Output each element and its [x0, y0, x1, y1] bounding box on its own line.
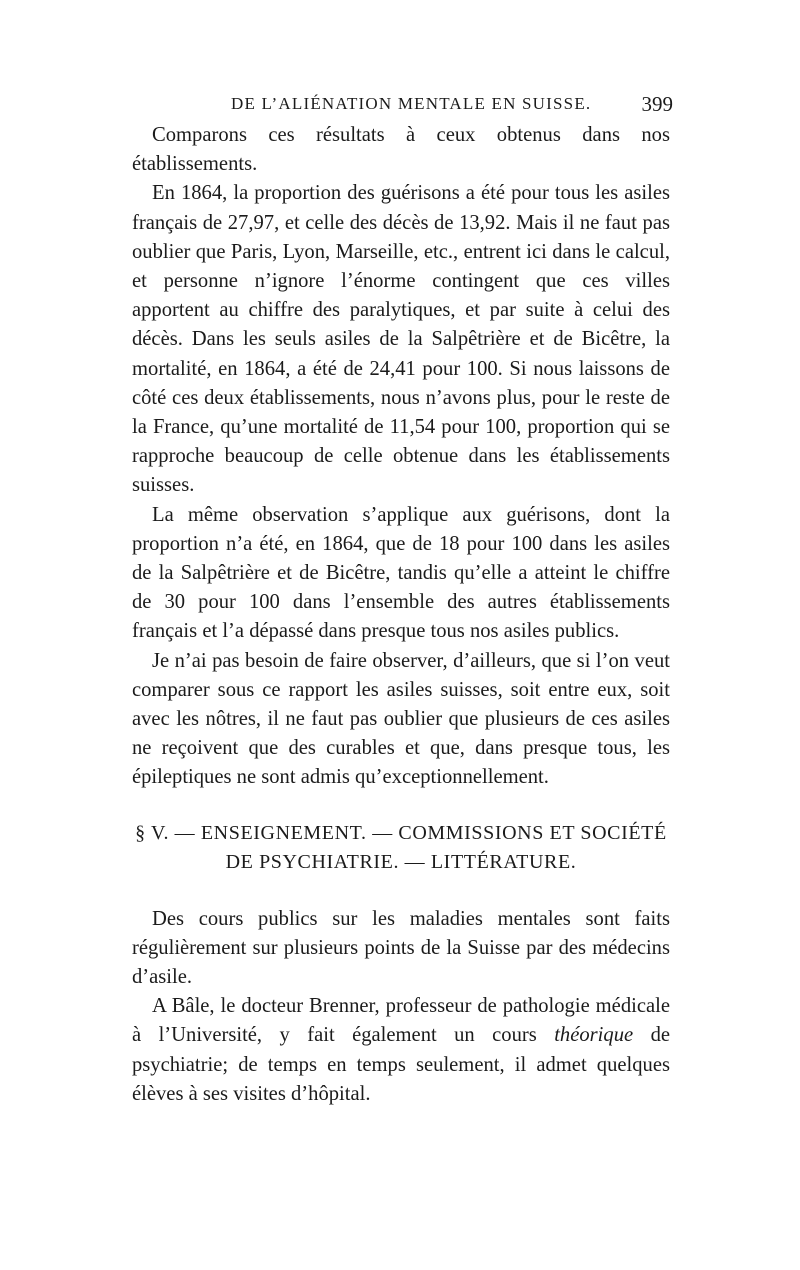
paragraph: La même observation s’applique aux guérisons, dont la proportion n’a été, en 1864, que de 18 pour 100 dans les asiles de la Salpêtrière et de Bicêtre, tandis qu’elle a atteint le chiffre de 30 pour 100 dans l’ensemble des autres établissements français et l’a dépassé dans presque tous nos asiles publics.: [132, 503, 670, 643]
paragraph-text-end: de psychiatrie; de temps en temps seulement, il admet quelques élèves à ses visites d’hôpital.: [132, 1024, 671, 1105]
body-text: [132, 121, 670, 1109]
italic-word: théorique: [554, 1024, 634, 1047]
section-heading-line-2: DE PSYCHIATRIE. — LITTÉRATURE.: [225, 850, 577, 873]
page-number: 399: [641, 92, 673, 116]
section-heading: [132, 819, 670, 877]
paragraph: Je n’ai pas besoin de faire observer, d’ailleurs, que si l’on veut comparer sous ce rapport les asiles suisses, soit entre eux, soit avec les nôtres, il ne faut pas oublier que plusieurs de ces asiles ne reçoivent que des curables et que, dans presque tous, les épileptiques ne sont admis qu’exceptionnellement.: [132, 649, 670, 789]
paragraph-with-italic: [132, 992, 670, 1109]
running-head: [133, 94, 673, 118]
paragraph: Comparons ces résultats à ceux obtenus dans nos établissements.: [132, 124, 670, 176]
paragraph-text-start: A Bâle, le docteur Brenner, professeur de pathologie médicale à l’Université, y fait également un cours: [132, 995, 670, 1047]
running-title: DE L’ALIÉNATION MENTALE EN SUISSE.: [231, 94, 592, 113]
section-heading-line-1: § V. — ENSEIGNEMENT. — COMMISSIONS ET SOCIÉTÉ: [135, 821, 667, 844]
paragraph: Des cours publics sur les maladies mentales sont faits régulièrement sur plusieurs points de la Suisse par des médecins d’asile.: [132, 907, 670, 989]
paragraph: En 1864, la proportion des guérisons a été pour tous les asiles français de 27,97, et celle des décès de 13,92. Mais il ne faut pas oublier que Paris, Lyon, Marseille, etc., entrent ici dans le calcul, et personne n’ignore l’énorme contingent que ces villes apportent au chiffre des paralytiques, et par suite à celui des décès. Dans les seuls asiles de la Salpêtrière et de Bicêtre, la mortalité, en 1864, a été de 24,41 pour 100. Si nous laissons de côté ces deux établissements, nous n’avons plus, pour le reste de la France, qu’une mortalité de 11,54 pour 100, proportion qui se rapproche beaucoup de celle obtenue dans les établissements suisses.: [132, 182, 670, 497]
